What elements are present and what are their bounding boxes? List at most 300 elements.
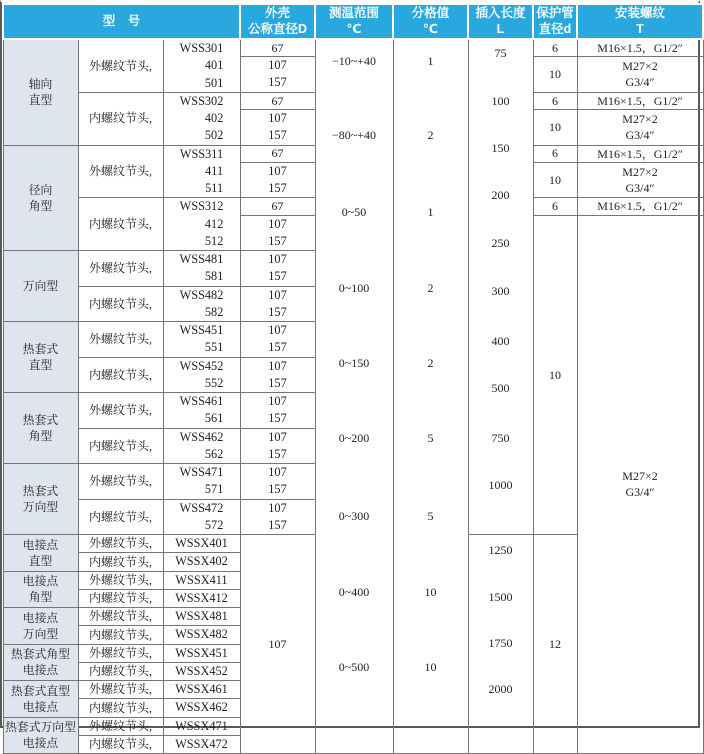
shell-diameter-cell	[240, 464, 315, 500]
thread-type-cell	[78, 681, 163, 699]
group-label: 热套式	[22, 484, 59, 498]
model-number: WSSX452	[175, 663, 228, 678]
header-tube-diameter	[533, 4, 577, 39]
shell-diameter-cell	[240, 198, 315, 215]
thread-type-label: 外螺纹节头,	[88, 332, 152, 347]
thread-spec-cell	[577, 145, 703, 162]
thread-type-label: 内螺纹节头,	[88, 216, 152, 231]
model-cell	[163, 357, 240, 393]
thread-type-cell	[78, 92, 163, 145]
shell-d-value: 67	[271, 199, 284, 214]
model-lines	[175, 626, 228, 643]
shell-d-value: 107	[268, 429, 287, 444]
thread-type-label: 内螺纹节头,	[88, 664, 152, 679]
shell-d-value: 67	[271, 146, 284, 161]
thread-type-cell	[78, 357, 163, 393]
model-number: 512	[204, 233, 224, 248]
model-lines	[180, 198, 224, 250]
header-row	[3, 4, 703, 39]
thread-type-label: 内螺纹节头,	[88, 737, 152, 752]
tube-diameter-cell	[533, 39, 577, 57]
model-cell	[163, 589, 240, 607]
group-cell	[3, 322, 78, 393]
model-lines	[180, 464, 224, 499]
shell-d-value: 157	[268, 482, 287, 497]
thread-type-label: 内螺纹节头,	[88, 296, 152, 311]
model-number: WSSX411	[175, 572, 228, 587]
insert-length-value: 75	[494, 45, 507, 60]
shell-d-value: 157	[268, 304, 287, 319]
model-lines	[180, 287, 224, 322]
model-lines	[180, 251, 224, 286]
temp-range-stack	[316, 53, 393, 741]
thread-type-label: 内螺纹节头,	[88, 627, 152, 642]
tube-d-value: 6	[552, 93, 558, 108]
group-label: 热套式角型	[11, 647, 70, 662]
model-number: 571	[204, 482, 224, 497]
temp-range-value: 0~400	[338, 584, 370, 599]
group-cell	[3, 644, 78, 681]
shell-diameter-cell	[240, 322, 315, 358]
tube-diameter-cell	[533, 215, 577, 535]
thread-type-label: 内螺纹节头,	[88, 554, 152, 569]
group-label: 电接点	[22, 663, 59, 678]
header-line: L	[496, 21, 505, 36]
thread-type-label: 外螺纹节头,	[88, 58, 152, 73]
insert-length-value: 500	[491, 380, 510, 395]
group-label: 直型	[28, 93, 53, 108]
thread-type-label: 外螺纹节头,	[88, 403, 152, 418]
shell-d-value: 157	[268, 269, 287, 284]
model-number: 511	[205, 181, 224, 195]
shell-diameter-cell	[240, 110, 315, 146]
model-cell	[163, 681, 240, 699]
shell-d-lines	[268, 464, 286, 499]
temp-range-cell	[315, 39, 393, 754]
model-number: WSSX462	[175, 700, 228, 715]
model-cell	[163, 393, 240, 429]
insert-length-value: 150	[491, 140, 510, 155]
header-mount-thread	[577, 4, 703, 39]
group-cell	[3, 39, 78, 145]
model-number: WSS452	[179, 358, 224, 373]
tube-d-value: 6	[552, 199, 558, 214]
model-number: WSS462	[179, 429, 224, 444]
thread-type-cell	[78, 717, 163, 735]
division-stack	[394, 53, 468, 741]
shell-d-value: 107	[268, 216, 287, 231]
tube-d-value: 10	[549, 67, 561, 82]
shell-d-lines	[268, 57, 286, 92]
header-line: 外壳	[264, 5, 290, 20]
tube-d-value: 10	[549, 172, 561, 187]
header-line: 安装螺纹	[614, 5, 665, 20]
model-number: WSSX472	[175, 736, 228, 751]
thread-type-cell	[78, 251, 163, 287]
shell-d-value: 157	[268, 181, 287, 195]
header-model	[3, 4, 240, 39]
shell-d-lines	[268, 110, 286, 145]
group-label: 万向型	[22, 500, 59, 514]
insert-length-value: 100	[491, 93, 510, 108]
insert-length-value: 1250	[488, 542, 513, 557]
table-row	[3, 39, 703, 57]
temp-range-value: 0~50	[341, 204, 367, 219]
insert-length-value: 750	[491, 430, 510, 445]
insert-length-value: 1750	[488, 635, 513, 650]
shell-d-lines	[268, 251, 286, 286]
thread-spec-line: M16×1.5，G1/2″	[597, 93, 683, 108]
division-value: 10	[424, 659, 437, 674]
group-label: 热套式	[22, 413, 59, 427]
tube-diameter-cell	[533, 198, 577, 215]
spec-table	[2, 3, 704, 754]
model-number: 502	[204, 128, 224, 143]
model-lines	[175, 736, 228, 753]
tube-diameter-cell	[533, 110, 577, 146]
model-lines	[175, 645, 228, 662]
model-cell	[163, 322, 240, 358]
model-lines	[180, 322, 224, 357]
division-value: 1	[427, 204, 434, 219]
shell-d-value: 157	[268, 233, 287, 248]
group-cell	[3, 681, 78, 718]
model-number: WSS471	[179, 465, 224, 479]
table-body	[3, 39, 703, 754]
model-lines	[180, 93, 224, 145]
model-number: WSSX451	[175, 645, 228, 660]
thread-type-cell	[78, 286, 163, 322]
thread-type-cell	[78, 589, 163, 607]
shell-d-lines	[268, 322, 286, 357]
thread-type-label: 内螺纹节头,	[88, 111, 152, 126]
model-cell	[163, 92, 240, 145]
header-line: T	[636, 21, 644, 36]
shell-diameter-cell	[240, 428, 315, 464]
group-cell	[3, 464, 78, 535]
header-line: 测温范围	[328, 5, 379, 20]
model-cell	[163, 251, 240, 287]
thread-spec-line: G3/4″	[625, 128, 655, 143]
group-label: 热套式	[22, 342, 59, 356]
tube-diameter-cell	[533, 57, 577, 93]
insert-length-cell	[468, 535, 533, 754]
shell-d-lines	[268, 216, 286, 251]
shell-diameter-cell	[240, 215, 315, 251]
thread-type-label: 外螺纹节头,	[88, 536, 152, 551]
group-label: 电接点	[22, 537, 59, 552]
thread-type-label: 内螺纹节头,	[88, 367, 152, 382]
model-number: WSS461	[179, 394, 224, 408]
thread-type-cell	[78, 464, 163, 500]
shell-diameter-cell	[240, 162, 315, 198]
shell-diameter-cell	[240, 92, 315, 109]
shell-d-value: 67	[271, 40, 284, 55]
model-cell	[163, 464, 240, 500]
thread-type-cell	[78, 499, 163, 535]
model-lines	[175, 699, 228, 716]
shell-diameter-cell	[240, 145, 315, 162]
thread-spec-line: M16×1.5，G1/2″	[597, 199, 683, 214]
model-number: WSS451	[179, 323, 224, 337]
header-insert-length	[468, 4, 533, 39]
thread-spec-cell	[577, 215, 703, 754]
model-cell	[163, 571, 240, 589]
model-lines	[175, 590, 228, 607]
model-number: WSSX471	[175, 718, 228, 733]
model-lines	[180, 40, 224, 92]
shell-d-value: 157	[268, 128, 287, 143]
shell-d-value: 157	[268, 446, 287, 461]
model-lines	[175, 608, 228, 625]
shell-d-lines	[268, 163, 286, 198]
header-line: ℃	[422, 21, 439, 36]
division-value: 1	[427, 53, 434, 68]
header-temp-range	[315, 4, 393, 39]
thread-type-cell	[78, 39, 163, 92]
model-number: WSSX412	[175, 590, 228, 605]
model-number: WSS472	[179, 500, 224, 515]
group-label: 电接点	[22, 610, 59, 625]
model-number: 412	[204, 216, 224, 231]
thread-spec-line: M16×1.5，G1/2″	[597, 41, 683, 55]
thread-type-label: 外螺纹节头,	[88, 609, 152, 624]
shell-d-value: 107	[268, 500, 287, 515]
model-cell	[163, 608, 240, 626]
shell-diameter-cell	[240, 286, 315, 322]
shell-d-lines	[268, 500, 286, 535]
model-number: 572	[204, 517, 224, 532]
thread-type-cell	[78, 626, 163, 644]
group-label: 直型	[28, 358, 53, 372]
thread-spec-cell	[577, 110, 703, 146]
division-value: 2	[427, 127, 434, 142]
model-cell	[163, 626, 240, 644]
group-cell	[3, 145, 78, 251]
model-number: 561	[204, 411, 224, 426]
model-number: 402	[204, 111, 224, 125]
thread-type-label: 外螺纹节头,	[88, 261, 152, 276]
thread-type-cell	[78, 735, 163, 753]
group-label: 角型	[28, 198, 53, 213]
insert-length-value: 1000	[488, 477, 513, 492]
header-line: 公称直径D	[247, 21, 308, 36]
group-cell	[3, 571, 78, 608]
group-label: 角型	[28, 590, 53, 605]
thread-type-label: 外螺纹节头,	[88, 474, 152, 489]
thread-type-cell	[78, 608, 163, 626]
shell-d-value: 107	[268, 636, 287, 651]
shell-diameter-cell	[240, 57, 315, 93]
model-cell	[163, 735, 240, 753]
model-number: WSSX402	[175, 554, 228, 569]
shell-d-value: 107	[268, 252, 287, 266]
temp-range-value: 0~100	[338, 280, 370, 295]
thread-type-label: 内螺纹节头,	[88, 700, 152, 715]
group-cell	[3, 717, 78, 754]
thread-spec-cell	[577, 92, 703, 109]
model-lines	[175, 681, 228, 698]
group-label: 万向型	[22, 279, 59, 293]
thread-type-label: 外螺纹节头,	[88, 164, 152, 179]
division-value: 2	[427, 280, 434, 295]
shell-d-lines	[268, 358, 286, 393]
shell-d-value: 107	[268, 58, 287, 73]
shell-d-value: 107	[268, 465, 287, 479]
header-line: ℃	[346, 21, 362, 36]
thread-type-label: 内螺纹节头,	[88, 438, 152, 453]
model-cell	[163, 286, 240, 322]
model-number: 562	[204, 446, 224, 461]
thread-type-cell	[78, 662, 163, 680]
model-cell	[163, 198, 240, 251]
model-number: WSSX482	[175, 627, 228, 642]
thread-type-label: 内螺纹节头,	[88, 591, 152, 606]
shell-d-value: 107	[268, 287, 287, 302]
shell-d-value: 157	[268, 517, 287, 532]
thread-type-cell	[78, 322, 163, 358]
shell-d-value: 107	[268, 163, 287, 178]
shell-d-value: 157	[268, 375, 287, 390]
tube-diameter-cell	[533, 535, 577, 754]
tube-d-value: 12	[549, 636, 561, 651]
temp-range-value: 0~150	[338, 355, 370, 370]
model-cell	[163, 535, 240, 553]
thread-spec-line: M16×1.5，G1/2″	[597, 146, 683, 161]
shell-diameter-cell	[240, 535, 315, 754]
group-label: 径向	[28, 182, 53, 197]
model-number: WSS482	[179, 287, 224, 302]
thread-type-label: 外螺纹节头,	[88, 682, 152, 697]
model-number: WSS312	[179, 199, 224, 214]
model-lines	[180, 146, 223, 198]
thread-spec-line: M27×2	[622, 469, 658, 484]
thread-type-cell	[78, 644, 163, 662]
shell-d-lines	[268, 393, 286, 428]
temp-range-value: −10~+40	[331, 53, 377, 68]
shell-d-lines	[268, 287, 286, 322]
thread-spec-cell	[577, 198, 703, 215]
thread-type-cell	[78, 428, 163, 464]
model-lines	[175, 663, 228, 680]
thread-type-cell	[78, 553, 163, 571]
model-cell	[163, 428, 240, 464]
division-cell	[393, 39, 468, 754]
header-line: 保护管	[536, 5, 574, 20]
model-number: WSS481	[179, 252, 224, 266]
thread-type-label: 外螺纹节头,	[88, 572, 152, 587]
model-cell	[163, 717, 240, 735]
model-cell	[163, 644, 240, 662]
division-value: 5	[427, 430, 434, 445]
shell-diameter-cell	[240, 357, 315, 393]
tube-d-value: 10	[549, 120, 561, 135]
model-number: WSSX401	[175, 536, 228, 550]
model-lines	[175, 535, 228, 552]
model-number: 551	[204, 340, 224, 355]
model-number: 552	[204, 375, 224, 390]
insert-length-cell	[468, 39, 533, 535]
model-number: 401	[204, 58, 224, 73]
group-label: 万向型	[22, 626, 59, 641]
model-cell	[163, 145, 240, 198]
temp-range-value: 0~500	[338, 659, 370, 674]
model-lines	[175, 718, 228, 735]
model-number: WSSX481	[175, 609, 228, 623]
thread-type-cell	[78, 699, 163, 717]
model-number: WSS302	[179, 93, 224, 108]
model-cell	[163, 699, 240, 717]
thread-type-label: 内螺纹节头,	[88, 509, 152, 524]
thread-spec-cell	[577, 39, 703, 57]
group-cell	[3, 535, 78, 572]
insert-length-value: 200	[491, 187, 510, 202]
group-label: 直型	[28, 553, 53, 568]
thread-type-cell	[78, 571, 163, 589]
model-cell	[163, 499, 240, 535]
thread-spec-line: M27×2	[622, 165, 658, 179]
group-label: 电接点	[22, 736, 59, 751]
model-lines	[175, 572, 227, 589]
temp-range-value: 0~300	[338, 508, 370, 523]
header-shell-diameter	[240, 4, 315, 39]
insert-length-value: 1500	[488, 589, 513, 604]
shell-d-value: 157	[268, 75, 287, 90]
shell-diameter-cell	[240, 499, 315, 535]
group-label: 电接点	[22, 699, 59, 714]
shell-d-value: 157	[268, 411, 287, 426]
thread-spec-line: M27×2	[622, 112, 658, 127]
tube-d-value: 6	[552, 40, 558, 55]
thread-spec-line: G3/4″	[625, 181, 655, 195]
header-line: 插入长度	[475, 5, 526, 20]
thread-spec-line: M27×2	[622, 59, 658, 74]
shell-diameter-cell	[240, 251, 315, 287]
header-line: 直径d	[538, 21, 572, 36]
thread-type-cell	[78, 535, 163, 553]
model-lines	[180, 358, 224, 393]
header-division-value	[393, 4, 468, 39]
model-lines	[180, 393, 224, 428]
model-lines	[180, 500, 224, 535]
model-number: 582	[204, 304, 224, 319]
division-value: 2	[427, 355, 434, 370]
thread-type-label: 外螺纹节头,	[88, 718, 152, 733]
model-number: 581	[204, 269, 224, 284]
model-number: 501	[204, 75, 224, 90]
thread-type-cell	[78, 145, 163, 198]
thread-spec-cell	[577, 162, 703, 198]
insert-length-stack	[469, 46, 533, 528]
insert-length-value: 400	[491, 333, 510, 348]
shell-diameter-cell	[240, 393, 315, 429]
model-cell	[163, 39, 240, 92]
insert-length-stack	[469, 542, 533, 747]
group-cell	[3, 608, 78, 645]
shell-d-value: 107	[268, 111, 287, 125]
insert-length-value: 250	[491, 235, 510, 250]
header-model-label: 型 号	[102, 13, 141, 28]
insert-length-value: 2000	[488, 681, 513, 696]
tube-diameter-cell	[533, 162, 577, 198]
tube-d-value: 6	[552, 146, 558, 161]
temp-range-value: −80~+40	[331, 127, 377, 142]
division-value: 5	[427, 508, 434, 523]
group-label: 热套式万向型	[5, 720, 76, 735]
model-number: WSSX461	[175, 682, 228, 696]
model-number: 411	[205, 163, 224, 178]
model-cell	[163, 662, 240, 680]
